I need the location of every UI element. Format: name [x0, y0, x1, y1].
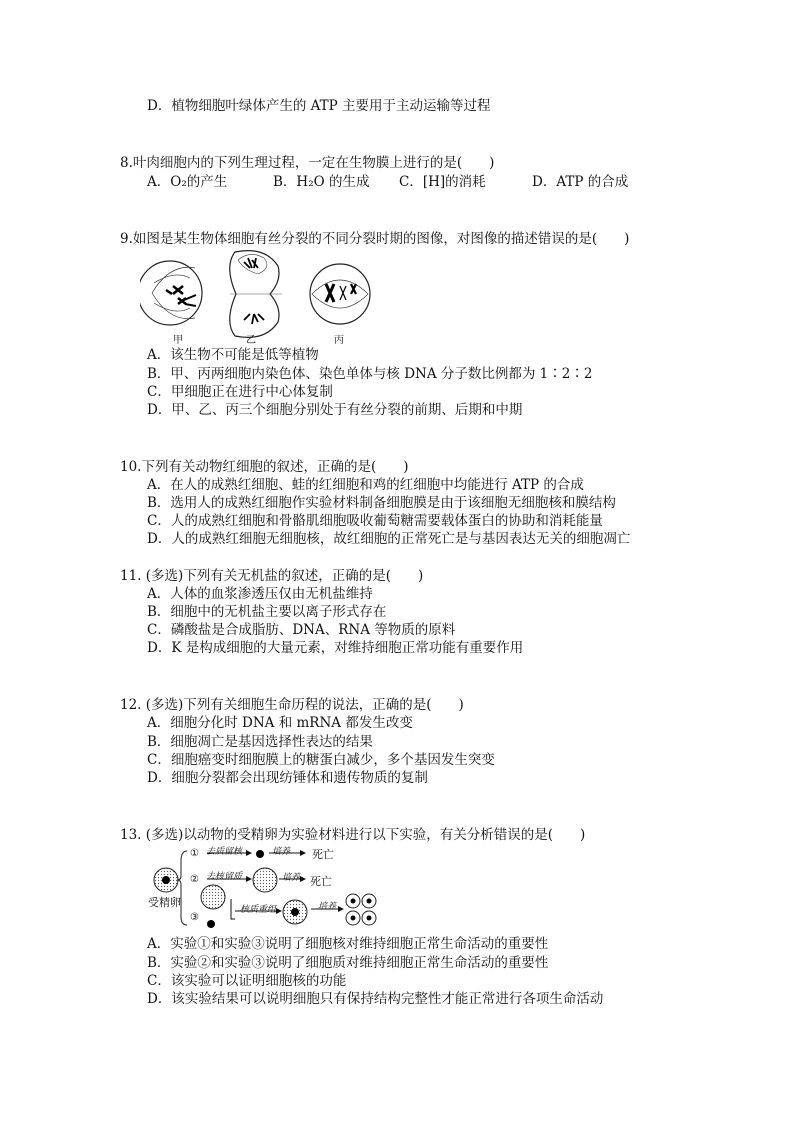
removed-nucleus-icon	[207, 920, 215, 928]
dead-label-1: 死亡	[312, 848, 334, 861]
q8-stem: 8.叶肉细胞内的下列生理过程，一定在生物膜上进行的是( )	[120, 155, 495, 171]
q9-stem: 9.如图是某生物体细胞有丝分裂的不同分裂时期的图像，对图像的描述错误的是( )	[120, 231, 630, 247]
brace-icon	[177, 851, 187, 925]
op-reconstruct: 核质重组	[240, 905, 277, 915]
cell-yi-diagram	[230, 251, 282, 338]
q11-option-a: A．人体的血浆渗透压仅由无机盐维持	[147, 586, 373, 602]
q9-option-d: D．甲、乙、丙三个细胞分别处于有丝分裂的前期、后期和中期	[147, 402, 523, 418]
q11-option-d: D．K 是构成细胞的大量元素，对维持细胞正常功能有重要作用	[147, 640, 524, 656]
egg-experiment-figure	[145, 843, 395, 933]
op-remove-nucleus: 去核留质	[206, 872, 243, 882]
step-2-label: ②	[190, 874, 199, 885]
q10-option-b: B．选用人的成熟红细胞作实验材料制备细胞膜是由于该细胞无细胞核和膜结构	[147, 495, 616, 511]
q11-option-c: C．磷酸盐是合成脂肪、DNA、RNA 等物质的原料	[147, 622, 456, 638]
q8-option-a: A．O₂的产生	[147, 174, 228, 190]
cell-bing-diagram	[310, 264, 370, 324]
q11-stem: 11. (多选)下列有关无机盐的叙述，正确的是( )	[120, 568, 424, 584]
q9-option-b: B．甲、丙两细胞内染色体、染色单体与核 DNA 分子数比例都为 1∶2∶2	[147, 366, 593, 382]
q8-option-b: B．H₂O 的生成	[273, 174, 370, 190]
q13-option-b: B．实验②和实验③说明了细胞质对维持细胞正常生命活动的重要性	[147, 955, 549, 971]
label-yi: 乙	[246, 335, 256, 346]
q13-option-d: D．该实验结果可以说明细胞只有保持结构完整性才能正常进行各项生命活动	[147, 991, 604, 1007]
q11-option-b: B．细胞中的无机盐主要以离子形式存在	[147, 604, 387, 620]
cytoplasm-only-icon	[253, 868, 277, 892]
culture-label-3: 培养	[318, 902, 337, 912]
q12-option-c: C．细胞癌变时细胞膜上的糖蛋白减少，多个基因发生突变	[147, 752, 495, 768]
q10-option-a: A．在人的成熟红细胞、蛙的红细胞和鸡的红细胞中均能进行 ATP 的合成	[147, 477, 584, 493]
q9-option-c: C．甲细胞正在进行中心体复制	[147, 384, 333, 400]
nucleus-only-icon	[256, 850, 264, 858]
q12-option-d: D．细胞分裂都会出现纺锤体和遗传物质的复制	[147, 770, 428, 786]
enucleated-cell-icon	[201, 885, 225, 909]
q13-stem: 13. (多选)以动物的受精卵为实验材料进行以下实验，有关分析错误的是( )	[120, 827, 586, 843]
q10-option-d: D．人的成熟红细胞无细胞核，故红细胞的正常死亡是与基因表达无关的细胞凋亡	[147, 531, 631, 547]
q13-option-c: C．该实验可以证明细胞核的功能	[147, 973, 347, 989]
divided-cells-icon	[346, 894, 376, 925]
cell-jia-diagram	[140, 261, 202, 325]
q10-option-c: C．人的成熟红细胞和骨骼肌细胞吸收葡萄糖需要载体蛋白的协助和消耗能量	[147, 513, 603, 529]
q9-option-a: A．该生物不可能是低等植物	[147, 347, 319, 363]
q8-options	[147, 173, 628, 191]
mitosis-figure	[140, 248, 380, 344]
q13-option-a: A．实验①和实验③说明了细胞核对维持细胞正常生命活动的重要性	[147, 936, 549, 952]
dead-label-2: 死亡	[310, 875, 332, 888]
label-jia: 甲	[173, 335, 183, 346]
fertilized-egg-icon	[154, 868, 178, 892]
q7-option-d: D．植物细胞叶绿体产生的 ATP 主要用于主动运输等过程	[147, 98, 491, 114]
q12-option-a: A．细胞分化时 DNA 和 mRNA 都发生改变	[147, 715, 413, 731]
fertilized-egg-label: 受精卵	[148, 896, 181, 909]
q8-option-c: C．[H]的消耗	[399, 174, 486, 190]
q10-stem: 10.下列有关动物红细胞的叙述，正确的是( )	[120, 459, 409, 475]
culture-label-1: 培养	[272, 847, 291, 857]
q12-option-b: B．细胞凋亡是基因选择性表达的结果	[147, 734, 373, 750]
q8-option-d: D．ATP 的合成	[532, 174, 629, 190]
step-3-label: ③	[190, 912, 199, 923]
q12-stem: 12. (多选)下列有关细胞生命历程的说法，正确的是( )	[120, 697, 464, 713]
op-remove-cytoplasm: 去质留核	[206, 847, 243, 857]
culture-label-2: 培养	[282, 873, 301, 883]
reconstructed-cell-icon	[283, 900, 307, 924]
step-1-label: ①	[190, 848, 199, 859]
label-bing: 丙	[334, 335, 344, 346]
